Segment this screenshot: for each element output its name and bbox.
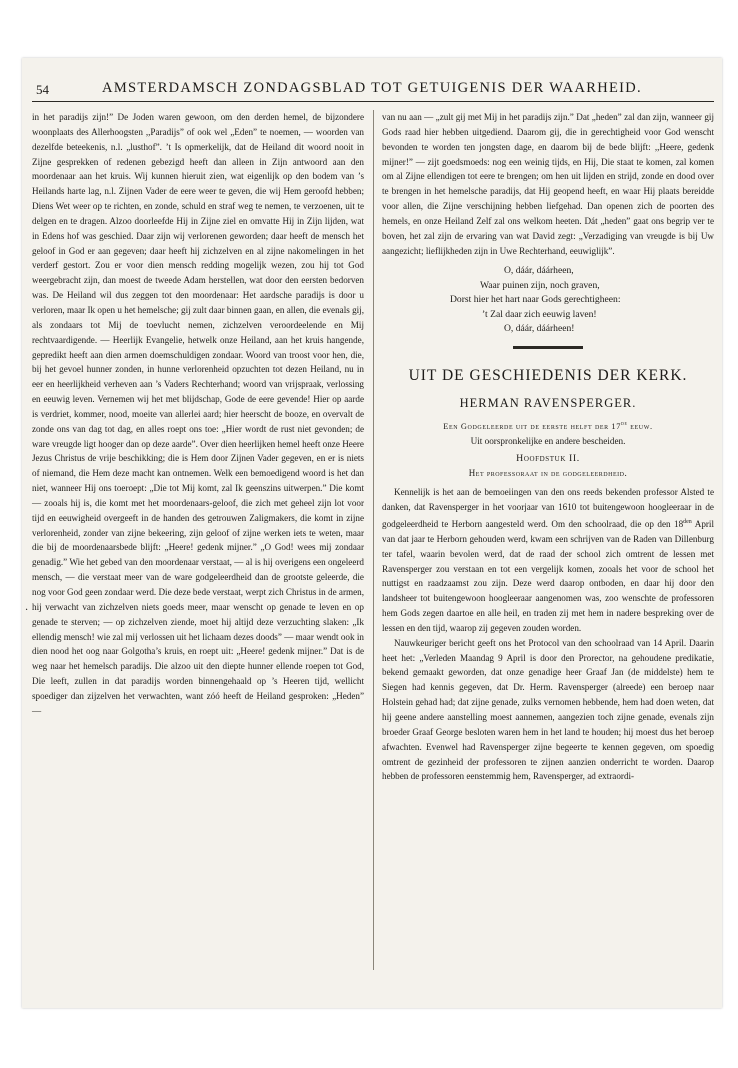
header-rule xyxy=(32,101,714,102)
subtitle-text-end: eeuw. xyxy=(627,422,653,432)
poem-line: Waar puinen zijn, noch graven, xyxy=(480,279,600,291)
section-rule xyxy=(513,346,583,349)
section-title: UIT DE GESCHIEDENIS DER KERK. xyxy=(408,367,688,385)
left-paragraph: in het paradijs zijn!” De Joden waren gewoon, om den derden hemel, de bijzondere woonplaats des Allerhoogsten ,,Paradijs” of ook wel „Eden” te noemen, — woorden van dezelfde beteekenis, n.l. „lusthof”. ’t Is opmerkelijk, dat de Heiland dit woord nooit in Zijne gesprekken of redenen gebezigd heeft dan alleen in Zijn antwoord aan den moordenaar aan het kruis. Wij kunnen hieruit zien, wat eigenlijk op den bodem van ’s Heilands harte lag, n.l. Zijnen Vader de eere weer te geven, die wij Hem geroofd hebben; Diens Wet weer op te richten, en zonde, schuld en straf weg te nemen, te verzoenen, uit te delgen en te dragen. Alzoo doorleefde Hij in Zijne ziel en omvatte Hij in Zijn lijden, wat in Edens hof was geschied. Daar zijn wij verlorenen geworden; daar heeft de mensch het geloof in God er aan gegeven; daar heeft hij zichzelven en al zijne nakomelingen in het verderf gestort. Zou er voor dien mensch redding mogelijk wezen, zou hij tot God weergebracht zijn, dan moest de tweede Adam herstellen, wat door den eersten bedorven was. De Heiland wil dus zeggen tot den moordenaar: Het aardsche paradijs is door u verloren, maar Ik open u het hemelsche; gij zult daar binnen gaan, en allen, die evenals gij, als zondaars tot Mij de toevlucht nemen, zichzelven veroordeelende en Mij rechtvaardigende. — Heerlijk Evangelie, hetwelk onze Heiland, aan het kruis hangende, gepredikt heeft aan dien armen doemschuldigen zondaar. Woord van troost voor hen, die, bij het gevoel hunner zonden, in hunne verlorenheid opzuchten tot dezen Heiland, nu in eer en heerlijkheid verheven aan ’s Vaders Rechterhand; woord van vrijspraak, verlossing en eeuwig leven. Vernemen wij het met blijdschap, Gode de eere gevende! Hier op aarde is verdriet, kommer, nood, moeite van allerlei aard; hier heerscht de booze, en overvalt de zonde ons van dag tot dag, en alles roept ons toe: „Hier wordt de rust niet gevonden; de ware vreugde ligt hooger dan op deze aarde”. Over dien heerlijken hemel heeft onze Heere Jezus Christus de vrije beschikking; die is Hem door Zijnen Vader gegeven, en er is niets of niemand, die Hem deze macht kan ontnemen. Welk een bemoedigend woord is het dan niet, wanneer Hij ons toeroept: „Die tot Mij komt, zal Ik geenszins uitwerpen.” Die komt — zooals hij is, die komt met het moordenaars-geloof, die zich met geheel zijn lot voor tijd en eeuwigheid overgeeft in de handen des getrouwen Zaligmakers, die komt in zijne verlorenheid, zonder van zijne bekeering, zijn geloof of zijne werken iets te weten, maar die bij de moordenaarsbede blijft: „Heere! gedenk mijner.” „O God! wees mij zondaar genadig.” Wie het gebed van den moordenaar verstaat, — al is hij overigens een ongeleerd mensch, — die verstaat meer van de ware godgeleerdheid dan de grootste geleerde, die nog voor God geen zondaar werd. Die deze bede verstaat, werpt zich Christus in de armen, hij verwacht van zichzelven niets goeds meer, maar wenscht op genade te leven en op genade te sterven; — op zichzelven ziende, moet hij altijd deze verzuchting slaken: „Ik ellendig mensch! wie zal mij verlossen uit het lichaam dezes doods” — maar wendt ook in dien nood het oog naar Golgotha’s kruis, en roept uit: „Heere! gedenk mijner.” Dat is de weg naar het hemelsch paradijs. Die alzoo uit den diepte hunner ellende roepen tot God, Die leeft, zullen in dat paradijs worden binnengehaald op ’s Heeren tijd, wellicht spoediger dan zijzelven het verwachten, want zóó heeft de Heiland gesproken: „Heden” — xyxy=(32,112,364,716)
page-number: 54 xyxy=(36,82,49,97)
article-source-note: Uit oorspronkelijke en andere bescheiden. xyxy=(470,436,626,447)
date-superscript: den xyxy=(683,518,692,525)
article-title: HERMAN RAVENSPERGER. xyxy=(459,396,637,411)
poem-line: Dorst hier het hart naar Gods gerechtigheen: xyxy=(450,294,621,306)
running-head: AMSTERDAMSCH ZONDAGSBLAD TOT GETUIGENIS DER WAARHEID. xyxy=(102,80,642,96)
right-intro-paragraph: van nu aan — „zult gij met Mij in het paradijs zijn.” Dat „heden” zal dan zijn, wanneer gij Gods raad hier hebben uitgediend. Daarom gij, die in gerechtigheid voor God wenscht bevonden te worden ten jongsten dage, en daarom bij de bede blijft: ,,Heere, gedenk mijner!” — zijt goedsmoeds: nog een weinig tijds, en Hij, Die staat te komen, zal komen om al Zijne ellendigen tot eere te brengen; om hen uit lijden en strijd, zonde en dood over te brengen in het hemelsche paradijs, dat Hij geopend heeft, en waar Hij plaats bereidde voor allen, die Zijne verschijning hebben liefgehad. Dan openen zich de poorten des hemels, en onze Heiland Zelf zal ons welkom heeten. Dát „heden” gaat ons begrip ver te boven, het zal zijn de ervaring van wat David zegt: „Verzadiging van vreugde is bij Uw aangezicht; lieflijkheden zijn in Uwe Rechterhand, eeuwiglijk”. xyxy=(382,112,714,256)
poem-line: ’t Zal daar zich eeuwig laven! xyxy=(482,308,597,320)
article-paragraph xyxy=(382,485,714,635)
column-divider xyxy=(373,110,374,970)
subtitle-superscript: de xyxy=(621,421,628,428)
article-subtitle xyxy=(382,417,714,434)
margin-mark: . xyxy=(25,602,29,613)
article-paragraph: Nauwkeuriger bericht geeft ons het Protocol van den schoolraad van 14 April. Daarin heet het: „Verleden Maandag 9 April is door den Prorector, na gehoudene predikatie, bekend gemaakt geworden, dat onze genadige heer Graaf Jan (de middelste) hem te Siegen had kennis gegeven, dat Dr. Herm. Ravensperger (alreede) een beroep naar Holstein gehad had; dat zijne genade, zulks vernomen hebbende, hem had doen weten, dat hij geene andere aanstelling moest aannemen, aangezien toch zijne genade, evenals zijn broeder Graaf George besloten waren hem in het land te houden; hij moest dus het beroep afwachten. Evenwel had Ravensperger zijne begeerte te kennen gegeven, om spoedig omtrent de gezinheid der professoren te zijnen aanzien onderricht te worden. Daarop hebben de professoren eenstemmig hem, Ravensperger, ad extraordi- xyxy=(382,637,714,782)
poem-line: O, dáár, dáárheen, xyxy=(504,265,574,277)
chapter-subheading: Het professoraat in de godgeleerdheid. xyxy=(468,468,628,479)
subtitle-text: Een Godgeleerde uit de eerste helft der 17 xyxy=(443,422,622,432)
right-column xyxy=(382,110,714,784)
poem xyxy=(382,264,714,336)
newspaper-page xyxy=(22,58,722,1008)
chapter-heading: Hoofdstuk II. xyxy=(516,453,580,465)
left-column xyxy=(32,110,364,719)
paragraph-text-end: April van dat jaar te Herborn gehouden werd, kwam een schrijven van de Raden van Dillenburg ter tafel, waarin bevolen werd, dat de raad der school zich omtrent de lessen met Ravensperger zou verstaan en tot een vergelijk komen, zooals het voor de school het nuttigst en raadzaamst zou zijn. Deze werd daarop ontboden, en daar hij door den landsheer tot buitengewoon hoogleeraar aangenomen was, zoo wenschte de professoren hem Gods zegen daartoe en alle heil, en traden zij met hem in nadere bespreking over de lessen en den tijd, waarop zij gegeven zouden worden. xyxy=(382,519,714,633)
paragraph-text: Kennelijk is het aan de bemoeiingen van den ons reeds bekenden professor Alsted te danken, dat Ravensperger in het voorjaar van 1610 tot buitengewoon hoogleeraar in de godgeleerdheid te Herborn aangesteld werd. Om den schoolraad, die op den 18 xyxy=(382,487,714,529)
page-header xyxy=(22,80,722,98)
poem-line: O, dáár, dáárheen! xyxy=(504,323,575,335)
